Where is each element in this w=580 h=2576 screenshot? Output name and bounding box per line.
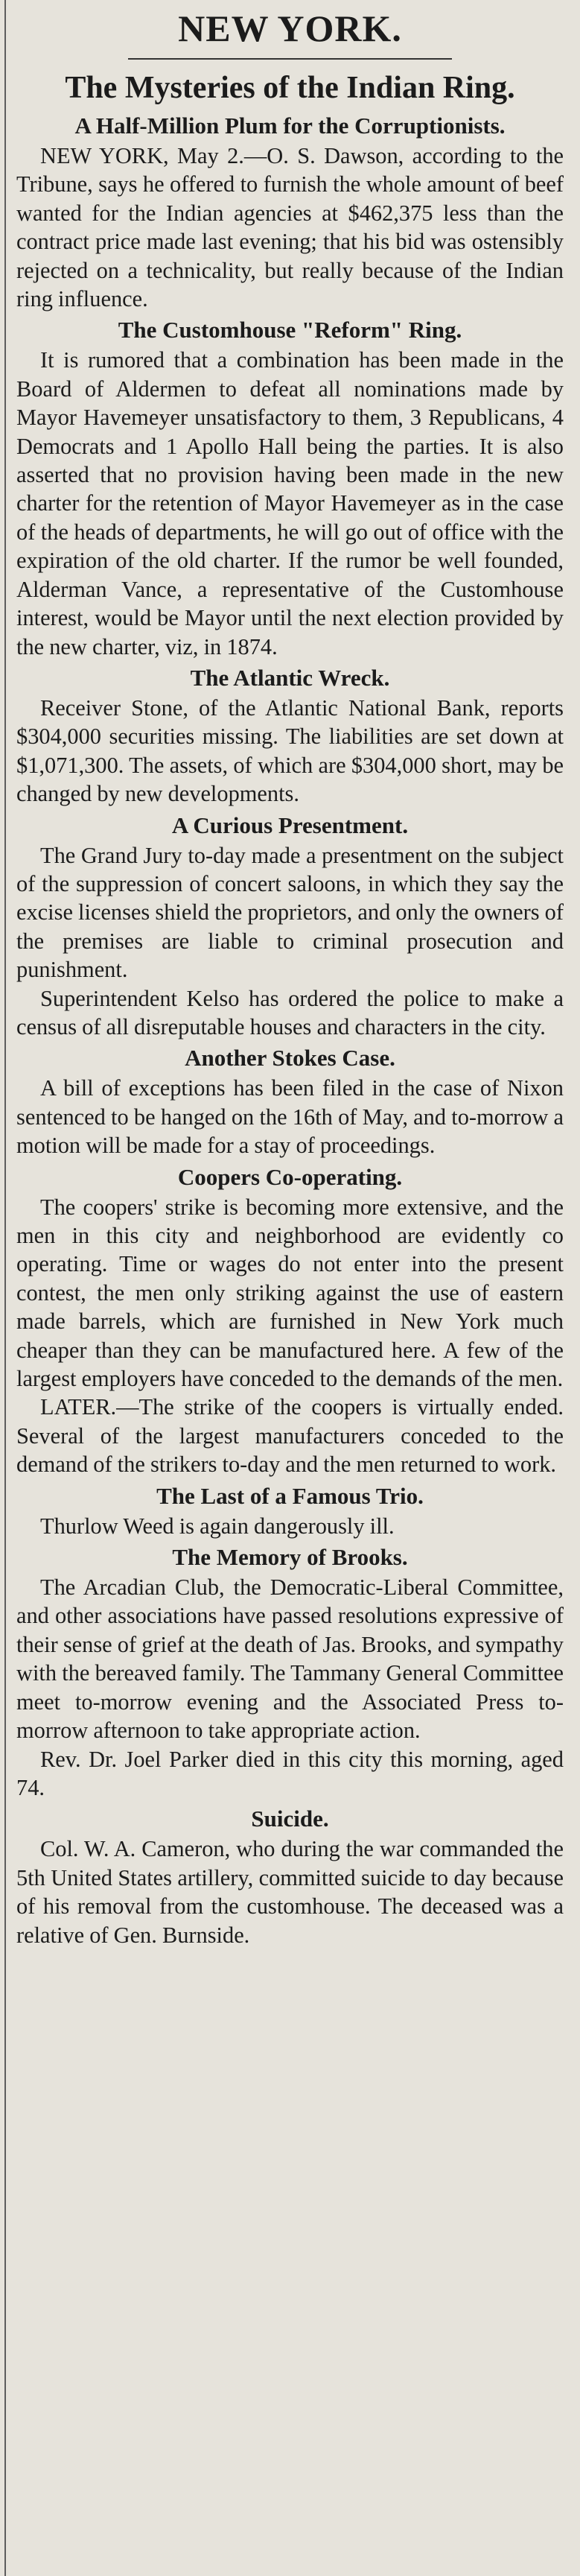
article-paragraph: Thurlow Weed is again dangerously ill.: [40, 1513, 395, 1539]
article-paragraph: LATER.—The strike of the coopers is virtually ended. Several of the largest manufacturers conceded to the demand of the strikers to-day and the men returned to work.: [16, 1394, 564, 1478]
article-paragraph: It is rumored that a combination has been made in the Board of Aldermen to defeat all nominations made by Mayor Havemeyer unsatisfactory to them, 3 Republicans, 4 Democrats and 1 Apollo Hall being the parties. It is also asserted that no provision having been made in the new charter for the retention of Mayor Havemeyer as in the case of the heads of departments, he will go out of office with the expiration of the old charter. If the rumor be well founded, Alderman Vance, a representative of the Customhouse interest, would be Mayor until the next election provided by the new charter, viz, in 1874.: [16, 347, 564, 659]
section-2: [16, 316, 564, 660]
section-5: [16, 1044, 564, 1159]
section-9: [16, 1805, 564, 1949]
section-3: [16, 664, 564, 808]
section-heading: Suicide.: [251, 1806, 329, 1832]
section-heading: The Customhouse "Reform" Ring.: [118, 317, 462, 344]
section-heading: The Memory of Brooks.: [172, 1544, 408, 1571]
section-heading: Another Stokes Case.: [185, 1045, 395, 1072]
article-paragraph: NEW YORK, May 2.—O. S. Dawson, according to the Tribune, says he offered to furnish the whole amount of beef wanted for the Indian agencies at $462,375 less than the contract price made last evening; that his bid was ostensibly rejected on a technicality, but really because of the Indian ring influence.: [16, 143, 564, 312]
article-paragraph: A bill of exceptions has been filed in the case of Nixon sentenced to be hanged on the 16th of May, and to-morrow a motion will be made for a stay of proceedings.: [16, 1075, 564, 1159]
article-paragraph: The coopers' strike is becoming more extensive, and the men in this city and neighborhood are evidently co operating. Time or wages do not enter into the present contest, the men only striking against the use of eastern made barrels, which are furnished in New York much cheaper than they can be manufactured here. A few of the largest employers have conceded to the demands of the men.: [16, 1194, 564, 1392]
article-paragraph: Col. W. A. Cameron, who during the war commanded the 5th United States artillery, committed suicide to day because of his removal from the customhouse. The deceased was a relative of Gen. Burnside.: [16, 1836, 564, 1948]
masthead: NEW YORK.: [178, 7, 402, 49]
section-heading: A Curious Presentment.: [171, 811, 409, 838]
section-heading: Coopers Co-operating.: [177, 1163, 403, 1190]
article-paragraph: Rev. Dr. Joel Parker died in this city this morning, aged 74.: [16, 1746, 564, 1800]
section-1: [16, 112, 564, 313]
article-paragraph: The Grand Jury to-day made a presentment on the subject of the suppression of concert saloons, in which they say the excise licenses shield the proprietors, and only the owners of the premises are liable to criminal prosecution and punishment.: [16, 842, 564, 983]
section-6: [16, 1163, 564, 1479]
subhead: The Mysteries of the Indian Ring.: [65, 71, 515, 105]
section-4: [16, 811, 564, 1042]
section-heading: A Half-Million Plum for the Corruptionists.: [74, 113, 506, 139]
masthead-rule: [128, 58, 452, 60]
column-rule: [4, 0, 6, 2576]
article-paragraph: The Arcadian Club, the Democratic-Liberal Committee, and other associations have passed resolutions expressive of their sense of grief at the death of Jas. Brooks, and sympathy with the bereaved family. The Tammany General Committee meet to-morrow evening and the Associated Press to-morrow afternoon to take appropriate action.: [16, 1575, 564, 1744]
section-heading: The Atlantic Wreck.: [190, 664, 390, 691]
section-8: [16, 1543, 564, 1802]
article-paragraph: Superintendent Kelso has ordered the police to make a census of all disreputable houses and characters in the city.: [16, 985, 564, 1039]
article-paragraph: Receiver Stone, of the Atlantic National Bank, reports $304,000 securities missing. The liabilities are set down at $1,071,300. The assets, of which are $304,000 short, may be changed by new developments.: [16, 694, 564, 807]
section-heading: The Last of a Famous Trio.: [156, 1482, 424, 1509]
section-7: [16, 1482, 564, 1540]
